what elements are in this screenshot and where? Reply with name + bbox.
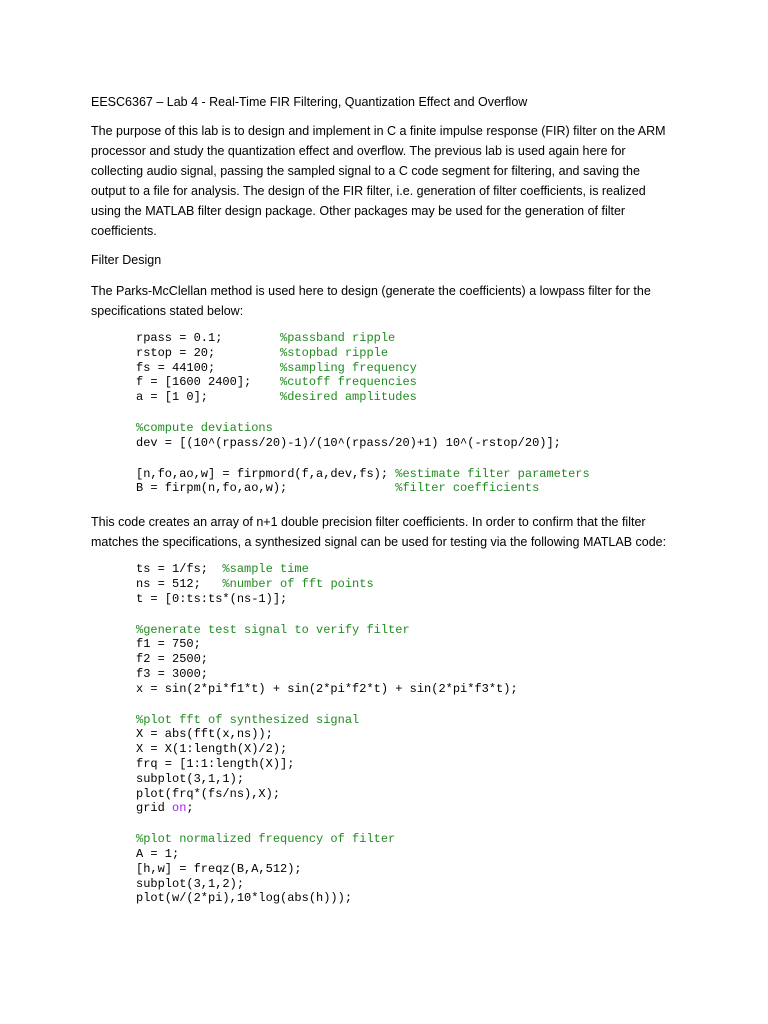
code-text: grid — [136, 801, 173, 816]
code-line — [136, 623, 691, 638]
intro-line: collecting audio signal, passing the sampled signal to a C code segment for filtering, and saving the — [91, 164, 640, 178]
code-text: dev = [(10^(rpass/20)-1)/(10^(rpass/20)+1) 10^(-rstop/20)]; — [136, 435, 561, 450]
code-text: ts = 1/fs; — [136, 562, 223, 577]
code-line — [136, 361, 691, 376]
code-comment: %stopbad ripple — [280, 345, 389, 360]
code-line — [136, 891, 691, 906]
code-line — [136, 787, 691, 802]
code-text: f2 = 2500; — [136, 652, 209, 667]
code-comment: %plot normalized frequency of filter — [136, 832, 396, 847]
code-comment: %sample time — [222, 562, 309, 577]
code-comment: %desired amplitudes — [280, 390, 417, 405]
code-blank-line — [136, 697, 691, 713]
code-line — [136, 862, 691, 877]
code-text: rstop = 20; — [136, 345, 281, 360]
code-blank-line — [136, 405, 691, 421]
code-line — [136, 375, 691, 390]
code-line — [136, 667, 691, 682]
code-line — [136, 801, 691, 816]
code-line — [136, 713, 691, 728]
code-line — [136, 727, 691, 742]
code-comment: %estimate filter parameters — [395, 466, 590, 481]
code-line — [136, 652, 691, 667]
code-text: f = [1600 2400]; — [136, 375, 281, 390]
section-heading: Filter Design — [91, 253, 162, 267]
code-comment: %generate test signal to verify filter — [136, 622, 410, 637]
code-line — [136, 467, 691, 482]
code-line — [136, 682, 691, 697]
design-line: The Parks-McClellan method is used here to design (generate the coefficients) a lowpass filter for the — [91, 284, 651, 298]
code-keyword: on — [172, 801, 187, 816]
code-text: rpass = 0.1; — [136, 331, 281, 345]
code-text: plot(frq*(fs/ns),X); — [136, 786, 281, 801]
design-paragraph — [91, 281, 691, 321]
intro-line: coefficients. — [91, 224, 157, 238]
code-blank-line — [136, 451, 691, 467]
code-text: fs = 44100; — [136, 360, 281, 375]
code-text: [h,w] = freqz(B,A,512); — [136, 861, 302, 876]
code-comment: %number of fft points — [222, 576, 374, 591]
code-line — [136, 421, 691, 436]
code-comment: %sampling frequency — [280, 360, 417, 375]
code-text: plot(w/(2*pi),10*log(abs(h))); — [136, 891, 353, 906]
code-line — [136, 757, 691, 772]
intro-line: output to a file for analysis. The design of the FIR filter, i.e. generation of filter coefficients, is realized — [91, 184, 646, 198]
verification-line: This code creates an array of n+1 double precision filter coefficients. In order to confirm that the filter — [91, 515, 646, 530]
code-line — [136, 562, 691, 577]
code-text: B = firpm(n,fo,ao,w); — [136, 481, 396, 496]
code-text: A = 1; — [136, 846, 180, 861]
code-block-verification — [136, 562, 691, 906]
document-page — [91, 93, 691, 922]
code-blank-line — [136, 607, 691, 623]
code-comment: %compute deviations — [136, 420, 273, 435]
code-text: X = abs(fft(x,ns)); — [136, 727, 273, 742]
document-title: EESC6367 – Lab 4 - Real-Time FIR Filtering, Quantization Effect and Overflow — [91, 95, 528, 109]
code-line — [136, 346, 691, 361]
intro-paragraph — [91, 121, 691, 241]
code-text: t = [0:ts:ts*(ns-1)]; — [136, 591, 288, 606]
code-line — [136, 390, 691, 405]
code-line — [136, 742, 691, 757]
code-text: frq = [1:1:length(X)]; — [136, 756, 295, 771]
code-text: f3 = 3000; — [136, 666, 209, 681]
code-text: a = [1 0]; — [136, 390, 281, 405]
code-line — [136, 481, 691, 496]
code-text: x = sin(2*pi*f1*t) + sin(2*pi*f2*t) + sin(2*pi*f3*t); — [136, 681, 518, 696]
code-line — [136, 772, 691, 787]
code-text: X = X(1:length(X)/2); — [136, 742, 288, 757]
code-comment: %passband ripple — [280, 331, 396, 345]
code-line — [136, 877, 691, 892]
code-line — [136, 847, 691, 862]
verification-line: matches the specifications, a synthesized signal can be used for testing via the following MATLAB code: — [91, 535, 667, 550]
intro-line: processor and study the quantization effect and overflow. The previous lab is used again here for — [91, 144, 626, 158]
code-line — [136, 436, 691, 451]
code-blank-line — [136, 816, 691, 832]
code-text: subplot(3,1,2); — [136, 876, 245, 891]
code-text: [n,fo,ao,w] = firpmord(f,a,dev,fs); — [136, 466, 396, 481]
verification-paragraph — [91, 512, 691, 552]
code-line — [136, 637, 691, 652]
code-line — [136, 832, 691, 847]
code-comment: %filter coefficients — [395, 481, 540, 496]
design-line: specifications stated below: — [91, 304, 244, 318]
code-line — [136, 331, 691, 346]
code-text: ; — [186, 801, 194, 816]
code-block-filter-design — [136, 331, 691, 496]
code-comment: %cutoff frequencies — [280, 375, 417, 390]
code-comment: %plot fft of synthesized signal — [136, 712, 360, 727]
intro-line: using the MATLAB filter design package. Other packages may be used for the generation of filter — [91, 204, 626, 218]
code-line — [136, 577, 691, 592]
intro-line: The purpose of this lab is to design and implement in C a finite impulse response (FIR) filter on the ARM — [91, 124, 666, 138]
code-text: f1 = 750; — [136, 637, 201, 652]
code-line — [136, 592, 691, 607]
code-text: subplot(3,1,1); — [136, 771, 245, 786]
code-text: ns = 512; — [136, 576, 223, 591]
